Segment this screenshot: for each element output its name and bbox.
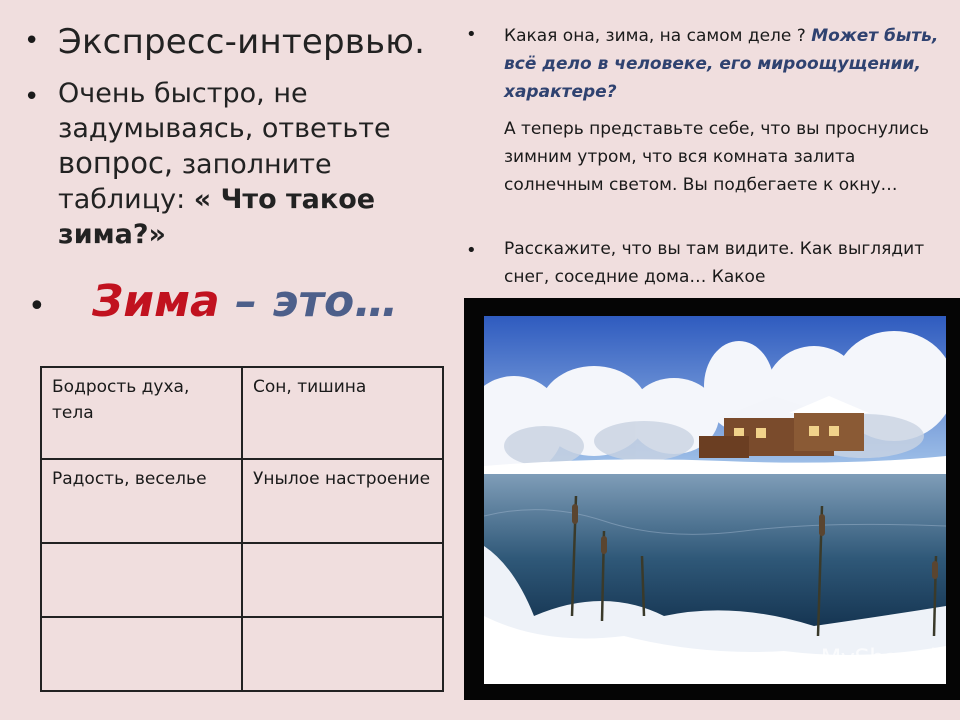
table-row xyxy=(41,459,443,543)
table-cell: Сон, тишина xyxy=(242,367,443,459)
winter-landscape-photo xyxy=(464,298,960,700)
instruction-part3: заполните таблицу: xyxy=(58,149,332,215)
table-cell xyxy=(242,617,443,691)
imagine-paragraph: А теперь представьте себе, что вы проснулись зимним утром, что вся комната залита солнечным светом. Вы подбегаете к окну… xyxy=(504,119,930,195)
zima-heading xyxy=(92,276,398,327)
watermark: MyShared xyxy=(820,644,936,672)
eto-word: – это… xyxy=(235,276,399,327)
question-emphasis: Может быть, всё дело в человеке, его мироощущении, характере? xyxy=(504,26,939,102)
instruction-text xyxy=(58,76,418,252)
zima-word: Зима xyxy=(92,276,220,327)
question-text: Какая она, зима, на самом деле ? xyxy=(504,26,812,46)
instruction-question: « Что такое зима?» xyxy=(58,184,376,250)
table-row xyxy=(41,367,443,459)
answer-table xyxy=(40,366,444,692)
bullet: • xyxy=(466,240,477,261)
table-row xyxy=(41,617,443,691)
tell-paragraph: Расскажите, что вы там видите. Как выглядит снег, соседние дома… Какое xyxy=(504,239,925,287)
table-cell xyxy=(41,543,242,617)
slide-title: Экспресс-интервью. xyxy=(58,22,426,62)
instruction-part2: вопрос, xyxy=(58,146,174,180)
winter-scene-illustration xyxy=(484,316,946,684)
table-row xyxy=(41,543,443,617)
table-cell: Бодрость духа, тела xyxy=(41,367,242,459)
bullet: • xyxy=(24,26,40,56)
bullet: • xyxy=(24,82,40,112)
instruction-part1: Очень быстро, не задумываясь, ответьте xyxy=(58,78,391,144)
photo-canvas xyxy=(484,316,946,684)
table-cell xyxy=(242,543,443,617)
bullet: • xyxy=(466,24,477,45)
table-cell: Радость, веселье xyxy=(41,459,242,543)
table-cell xyxy=(41,617,242,691)
table-cell: Унылое настроение xyxy=(242,459,443,543)
question-paragraph xyxy=(504,22,944,106)
bullet: • xyxy=(28,289,46,324)
